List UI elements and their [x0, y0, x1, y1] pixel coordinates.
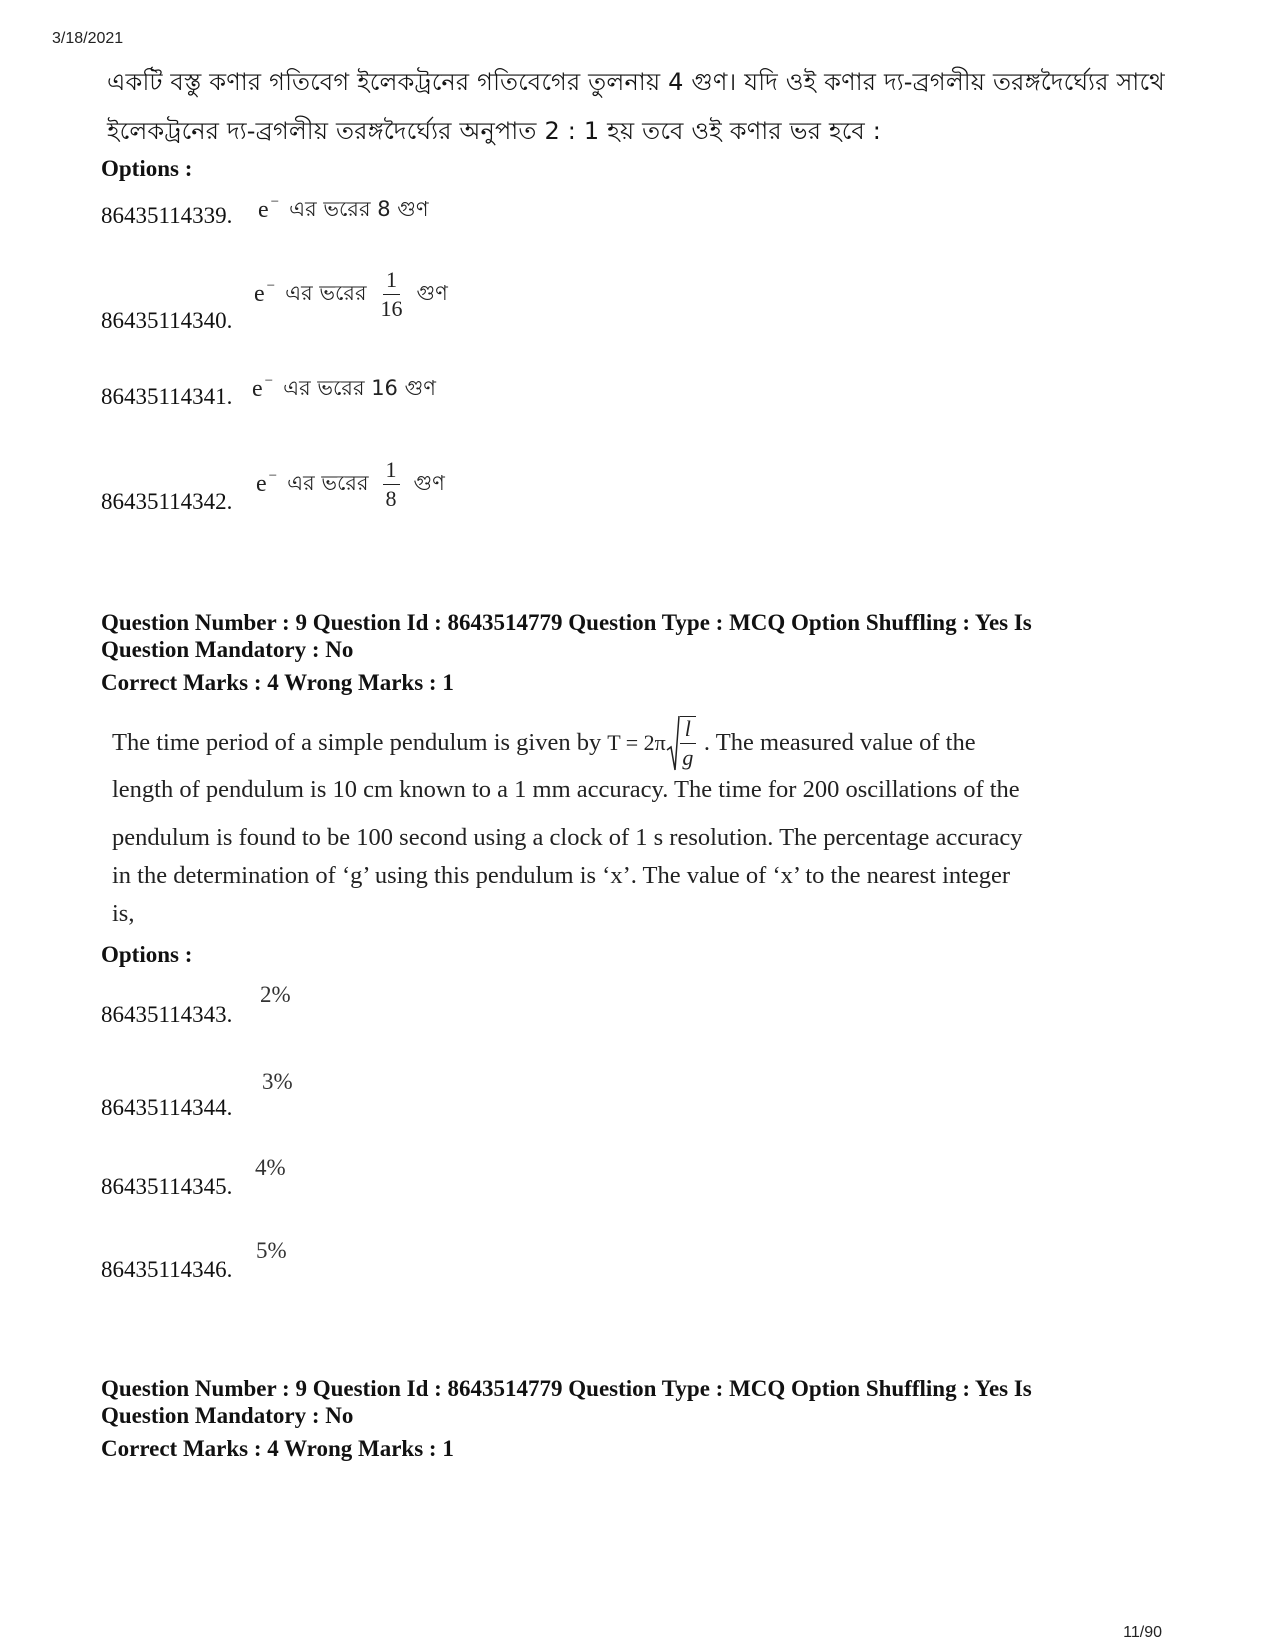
option-id: 86435114345. — [101, 1174, 233, 1199]
option-id: 86435114341. — [101, 384, 233, 409]
question-text-line-2: length of pendulum is 10 cm known to a 1 mm accuracy. The time for 200 oscillations of the — [112, 776, 1020, 803]
option-content[interactable]: e − এর ভরের 8 গুণ — [258, 194, 429, 223]
option-id: 86435114340. — [101, 308, 233, 333]
option-content[interactable]: 5% — [256, 1238, 287, 1263]
option-content[interactable]: e − এর ভরের $\frac{1}{16}$ গুণ — [254, 267, 448, 322]
question-marks: Correct Marks : 4 Wrong Marks : 1 — [101, 1436, 454, 1461]
question-text-line-3: pendulum is found to be 100 second using a clock of 1 s resolution. The percentage accuracy — [112, 824, 1023, 851]
formula: T = 2π $\frac{l}{g}$ — [607, 714, 698, 772]
fraction: $\frac{1}{16}$ — [380, 267, 403, 322]
header-date: 3/18/2021 — [52, 30, 124, 47]
options-label: Options : — [101, 156, 193, 181]
option-content[interactable]: 2% — [260, 982, 291, 1007]
question-text-line-2: ইলেকট্রনের দ্য-ব্রগলীয় তরঙ্গদৈর্ঘ্যের অনুপাত 2 : 1 হয় তবে ওই কণার ভর হবে : — [107, 117, 882, 145]
option-id: 86435114342. — [101, 489, 233, 514]
question-meta-line-1: Question Number : 9 Question Id : 8643514779 Question Type : MCQ Option Shuffling : Yes Is — [101, 610, 1032, 635]
option-id: 86435114346. — [101, 1257, 233, 1282]
question-text-line-4: in the determination of ‘g’ using this pendulum is ‘x’. The value of ‘x’ to the nearest integer — [112, 862, 1011, 889]
question-meta-line-2: Question Mandatory : No — [101, 1403, 354, 1428]
option-id: 86435114344. — [101, 1095, 233, 1120]
question-text-line-5: is, — [112, 900, 135, 927]
option-content[interactable]: e − এর ভরের $\frac{1}{8}$ গুণ — [256, 457, 445, 512]
question-meta-line-2: Question Mandatory : No — [101, 637, 354, 662]
option-id: 86435114343. — [101, 1002, 233, 1027]
option-content[interactable]: 4% — [255, 1155, 286, 1180]
question-text-line-1: একটি বস্তু কণার গতিবেগ ইলেকট্রনের গতিবেগের তুলনায় 4 গুণ। যদি ওই কণার দ্য-ব্রগলীয় তরঙ্গদৈর্ঘ্যের সাথে — [107, 68, 1165, 96]
page-number: 11/90 — [1123, 1624, 1162, 1641]
question-meta-line-1: Question Number : 9 Question Id : 8643514779 Question Type : MCQ Option Shuffling : Yes Is — [101, 1376, 1032, 1401]
sqrt-symbol: $\frac{l}{g}$ — [666, 714, 698, 772]
option-id: 86435114339. — [101, 203, 233, 228]
option-content[interactable]: 3% — [262, 1069, 293, 1094]
fraction: $\frac{1}{8}$ — [383, 458, 400, 511]
question-marks: Correct Marks : 4 Wrong Marks : 1 — [101, 670, 454, 695]
option-content[interactable]: e − এর ভরের 16 গুণ — [252, 373, 436, 402]
options-label: Options : — [101, 942, 193, 967]
question-text-line-1: The time period of a simple pendulum is given by T = 2π $\frac{l}{g}$ . The measured value of the — [112, 714, 976, 772]
